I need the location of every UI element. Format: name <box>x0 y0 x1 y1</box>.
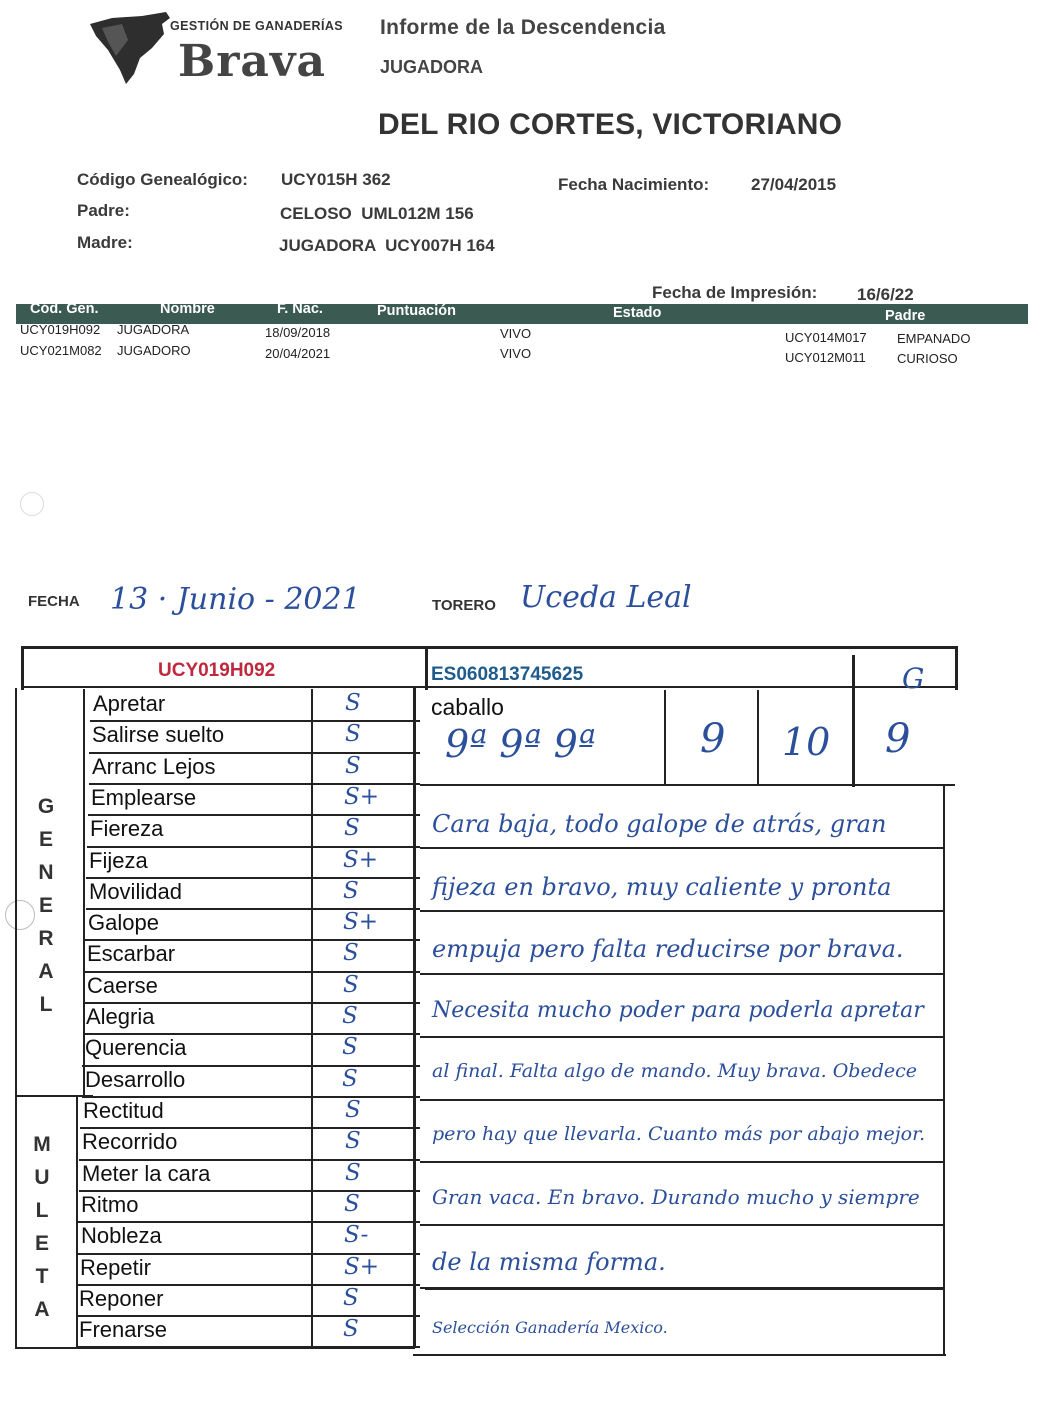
codigo-label: Código Genealógico: <box>77 170 248 189</box>
col-header-fecha: F. Nac. <box>277 301 323 317</box>
row-estado: VIVO <box>500 326 532 341</box>
note-rule <box>420 847 945 849</box>
note-line: de la misma forma. <box>432 1247 666 1276</box>
criteria-label: Fiereza <box>90 816 164 842</box>
col-header-nombre: Nombre <box>160 301 215 317</box>
report-title: Informe de la Descendencia <box>380 16 666 39</box>
section-label-letter: L <box>35 1199 49 1222</box>
criteria-label: Caerse <box>87 972 158 998</box>
col-header-puntuacion: Puntuación <box>377 303 456 319</box>
criteria-label: Frenarse <box>79 1317 168 1343</box>
score-2: 10 <box>782 720 831 764</box>
fecha-handwritten: 13 · Junio - 2021 <box>110 582 361 617</box>
punch-hole-mark <box>5 900 35 930</box>
criteria-mark: S <box>345 690 361 716</box>
general-section-label <box>33 790 59 1021</box>
note-rule <box>420 910 945 912</box>
criteria-label: Salirse suelto <box>92 722 225 748</box>
padre-label: Padre: <box>77 201 130 220</box>
score-1: 9 <box>700 716 726 762</box>
criteria-label: Nobleza <box>81 1223 162 1249</box>
section-label-letter: E <box>34 1232 49 1255</box>
row-padre-code: UCY014M017 <box>785 330 867 345</box>
criteria-label: Escarbar <box>87 941 176 967</box>
note-rule <box>420 1224 945 1226</box>
row-name: JUGADORO <box>117 343 191 358</box>
criteria-mark: S <box>342 1003 358 1029</box>
criteria-mark: S <box>342 1065 358 1092</box>
criteria-label: Alegria <box>86 1004 155 1029</box>
criteria-label: Ritmo <box>81 1191 139 1217</box>
impresion-label: Fecha de Impresión: <box>652 283 818 302</box>
madre-label: Madre: <box>77 233 133 252</box>
section-label-letter: G <box>37 795 55 818</box>
muleta-section-label <box>29 1128 55 1326</box>
criteria-mark: S <box>344 1190 360 1217</box>
punch-hole-mark <box>20 492 44 516</box>
section-label-letter: E <box>38 894 53 917</box>
criteria-label: Rectitud <box>83 1098 164 1123</box>
criteria-mark: S+ <box>344 783 380 810</box>
column-divider <box>311 689 313 1098</box>
bull-silhouette-icon <box>82 10 172 90</box>
note-line: Necesita mucho poder para poderla apretar <box>432 997 924 1023</box>
note-rule <box>420 973 945 975</box>
madre-value: JUGADORA UCY007H 164 <box>279 236 495 255</box>
criteria-label: Emplearse <box>91 784 197 810</box>
caballo-marks: 9ª 9ª 9ª <box>445 722 596 766</box>
selection-note: Selección Ganadería Mexico. <box>432 1318 668 1337</box>
row-divider <box>76 1346 420 1348</box>
column-divider <box>311 1096 313 1348</box>
criteria-mark: S <box>345 1128 361 1155</box>
note-line: al final. Falta algo de mando. Muy brava. Obedece <box>432 1060 918 1082</box>
section-label-letter: U <box>34 1166 50 1189</box>
section-label-letter: A <box>38 960 54 983</box>
id-code: ES060813745625 <box>431 664 584 685</box>
criteria-label: Galope <box>88 910 159 936</box>
note-rule <box>420 1099 945 1101</box>
column-divider <box>83 689 85 1098</box>
criteria-label: Fijeza <box>89 847 148 873</box>
section-label-letter: T <box>35 1265 49 1288</box>
logo-tagline: GESTIÓN DE GANADERÍAS <box>170 19 343 33</box>
animal-code: UCY019H092 <box>158 660 276 681</box>
criteria-label: Recorrido <box>82 1129 178 1155</box>
row-date: 18/09/2018 <box>265 325 331 340</box>
score-3: 9 <box>885 716 911 762</box>
criteria-label: Apretar <box>93 691 166 716</box>
fecha-nacimiento-value: 27/04/2015 <box>751 175 837 194</box>
fecha-label: FECHA <box>28 593 80 610</box>
note-rule <box>420 1161 945 1163</box>
note-line: fijeza en bravo, muy caliente y pronta <box>432 872 892 901</box>
criteria-mark: S+ <box>343 909 379 936</box>
criteria-mark: S <box>342 1034 358 1061</box>
torero-label: TORERO <box>432 597 496 614</box>
note-line: Cara baja, todo galope de atrás, gran <box>432 810 887 838</box>
criteria-mark: S <box>345 1159 361 1186</box>
criteria-mark: S <box>345 721 361 748</box>
criteria-mark: S <box>343 877 359 904</box>
row-date: 20/04/2021 <box>265 346 331 361</box>
codigo-value: UCY015H 362 <box>281 170 391 189</box>
row-name: JUGADORA <box>117 322 190 337</box>
col-header-estado: Estado <box>613 305 662 321</box>
note-line: pero hay que llevarla. Cuanto más por abajo mejor. <box>432 1122 926 1145</box>
row-padre-code: UCY012M011 <box>785 350 866 365</box>
column-divider <box>76 1096 78 1348</box>
criteria-mark: S+ <box>343 846 379 873</box>
criteria-mark: S <box>344 815 360 842</box>
criteria-label: Repetir <box>80 1254 151 1280</box>
note-line: Gran vaca. En bravo. Durando mucho y siempre <box>432 1185 920 1209</box>
section-label-letter: M <box>33 1133 51 1156</box>
criteria-mark: S <box>345 1097 361 1123</box>
owner-name: DEL RIO CORTES, VICTORIANO <box>378 108 843 141</box>
note-rule <box>420 1036 945 1038</box>
criteria-label: Reponer <box>79 1285 164 1311</box>
padre-value: CELOSO UML012M 156 <box>280 204 474 223</box>
row-code: UCY019H092 <box>20 322 101 337</box>
criteria-mark: S <box>343 1284 359 1311</box>
note-line: empuja pero falta reducirse por brava. <box>432 935 904 963</box>
grade-handwritten: G <box>902 662 925 695</box>
caballo-label: caballo <box>431 694 504 720</box>
col-header-codigo: Cód. Gen. <box>30 301 99 317</box>
criteria-mark: S- <box>344 1222 369 1249</box>
impresion-value: 16/6/22 <box>857 285 914 304</box>
col-header-padre: Padre <box>885 308 926 324</box>
section-label-letter: A <box>34 1298 50 1321</box>
logo-wordmark: Brava <box>178 36 326 87</box>
criteria-label: Querencia <box>85 1035 187 1061</box>
criteria-mark: S <box>343 971 359 998</box>
torero-handwritten: Uceda Leal <box>520 580 692 615</box>
criteria-mark: S <box>343 940 359 967</box>
criteria-mark: S <box>345 752 361 779</box>
criteria-label: Meter la cara <box>82 1160 211 1186</box>
criteria-label: Arranc Lejos <box>92 753 216 779</box>
section-label-letter: N <box>38 861 54 884</box>
row-padre-name: CURIOSO <box>897 351 958 366</box>
criteria-label: Desarrollo <box>85 1066 186 1092</box>
section-label-letter: R <box>38 927 54 950</box>
criteria-mark: S+ <box>344 1253 380 1280</box>
row-padre-name: EMPANADO <box>897 331 971 346</box>
criteria-label: Movilidad <box>89 878 182 904</box>
report-subtitle: JUGADORA <box>380 57 484 77</box>
note-rule <box>420 1287 945 1289</box>
row-code: UCY021M082 <box>20 343 102 358</box>
criteria-mark: S <box>343 1316 359 1343</box>
section-label-letter: E <box>38 828 53 851</box>
row-estado: VIVO <box>500 346 532 361</box>
section-label-letter: L <box>39 993 53 1016</box>
fecha-nacimiento-label: Fecha Nacimiento: <box>558 175 710 194</box>
